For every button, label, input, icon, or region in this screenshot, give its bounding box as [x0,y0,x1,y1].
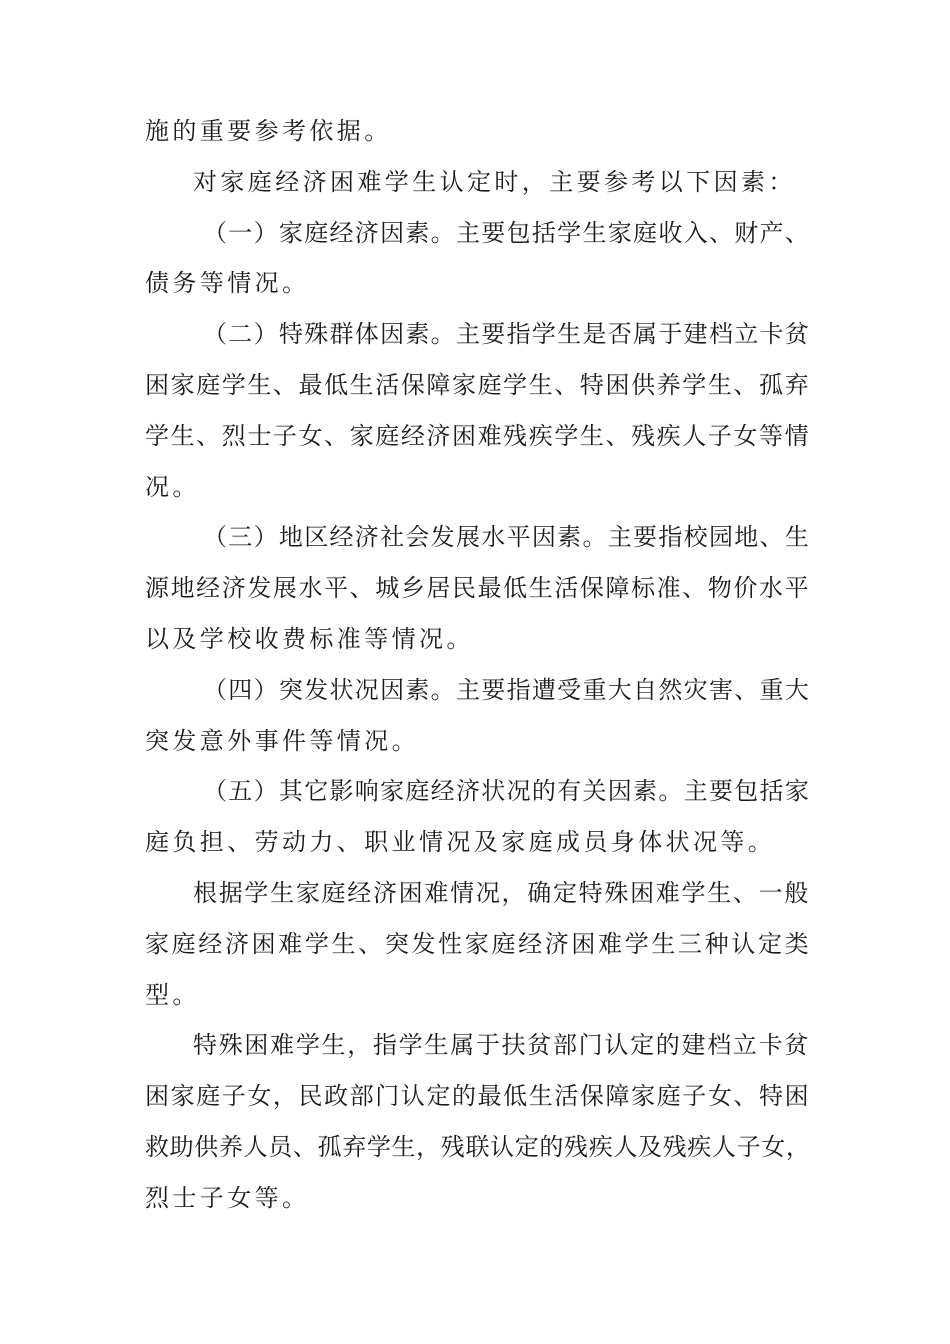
text-line: 困家庭学生、最低生活保障家庭学生、特困供养学生、孤弃 [145,370,810,399]
document-body [145,106,810,1224]
text-line: 根据学生家庭经济困难情况，确定特殊困难学生、一般 [193,878,810,907]
text-line: 源地经济发展水平、城乡居民最低生活保障标准、物价水平 [145,574,810,603]
text-line: 突发意外事件等情况。 [145,726,419,755]
text-line: 施的重要参考依据。 [145,117,392,145]
text-line: 对家庭经济困难学生认定时，主要参考以下因素： [193,167,796,196]
text-line: 困家庭子女，民政部门认定的最低生活保障家庭子女、特困 [145,1082,810,1111]
text-line: 烈士子女等。 [145,1183,310,1212]
text-line: 学生、烈士子女、家庭经济困难残疾学生、残疾人子女等情 [145,421,810,450]
text-line: （三）地区经济社会发展水平因素。主要指校园地、生 [203,523,810,552]
text-line: （一）家庭经济因素。主要包括学生家庭收入、财产、 [203,218,810,247]
text-line: （二）特殊群体因素。主要指学生是否属于建档立卡贫 [203,320,810,349]
text-line: 家庭经济困难学生、突发性家庭经济困难学生三种认定类 [145,929,812,958]
text-line: 救助供养人员、孤弃学生，残联认定的残疾人及残疾人子女， [145,1132,811,1161]
text-line: 以及学校收费标准等情况。 [145,624,474,653]
text-line: （四）突发状况因素。主要指遭受重大自然灾害、重大 [203,675,810,704]
text-line: 况。 [145,472,200,501]
text-line: 型。 [145,980,200,1009]
text-line: （五）其它影响家庭经济状况的有关因素。主要包括家 [203,777,810,806]
text-line: 债务等情况。 [145,269,310,298]
text-line: 庭负担、劳动力、职业情况及家庭成员身体状况等。 [145,828,776,857]
text-line: 特殊困难学生，指学生属于扶贫部门认定的建档立卡贫 [193,1031,810,1060]
